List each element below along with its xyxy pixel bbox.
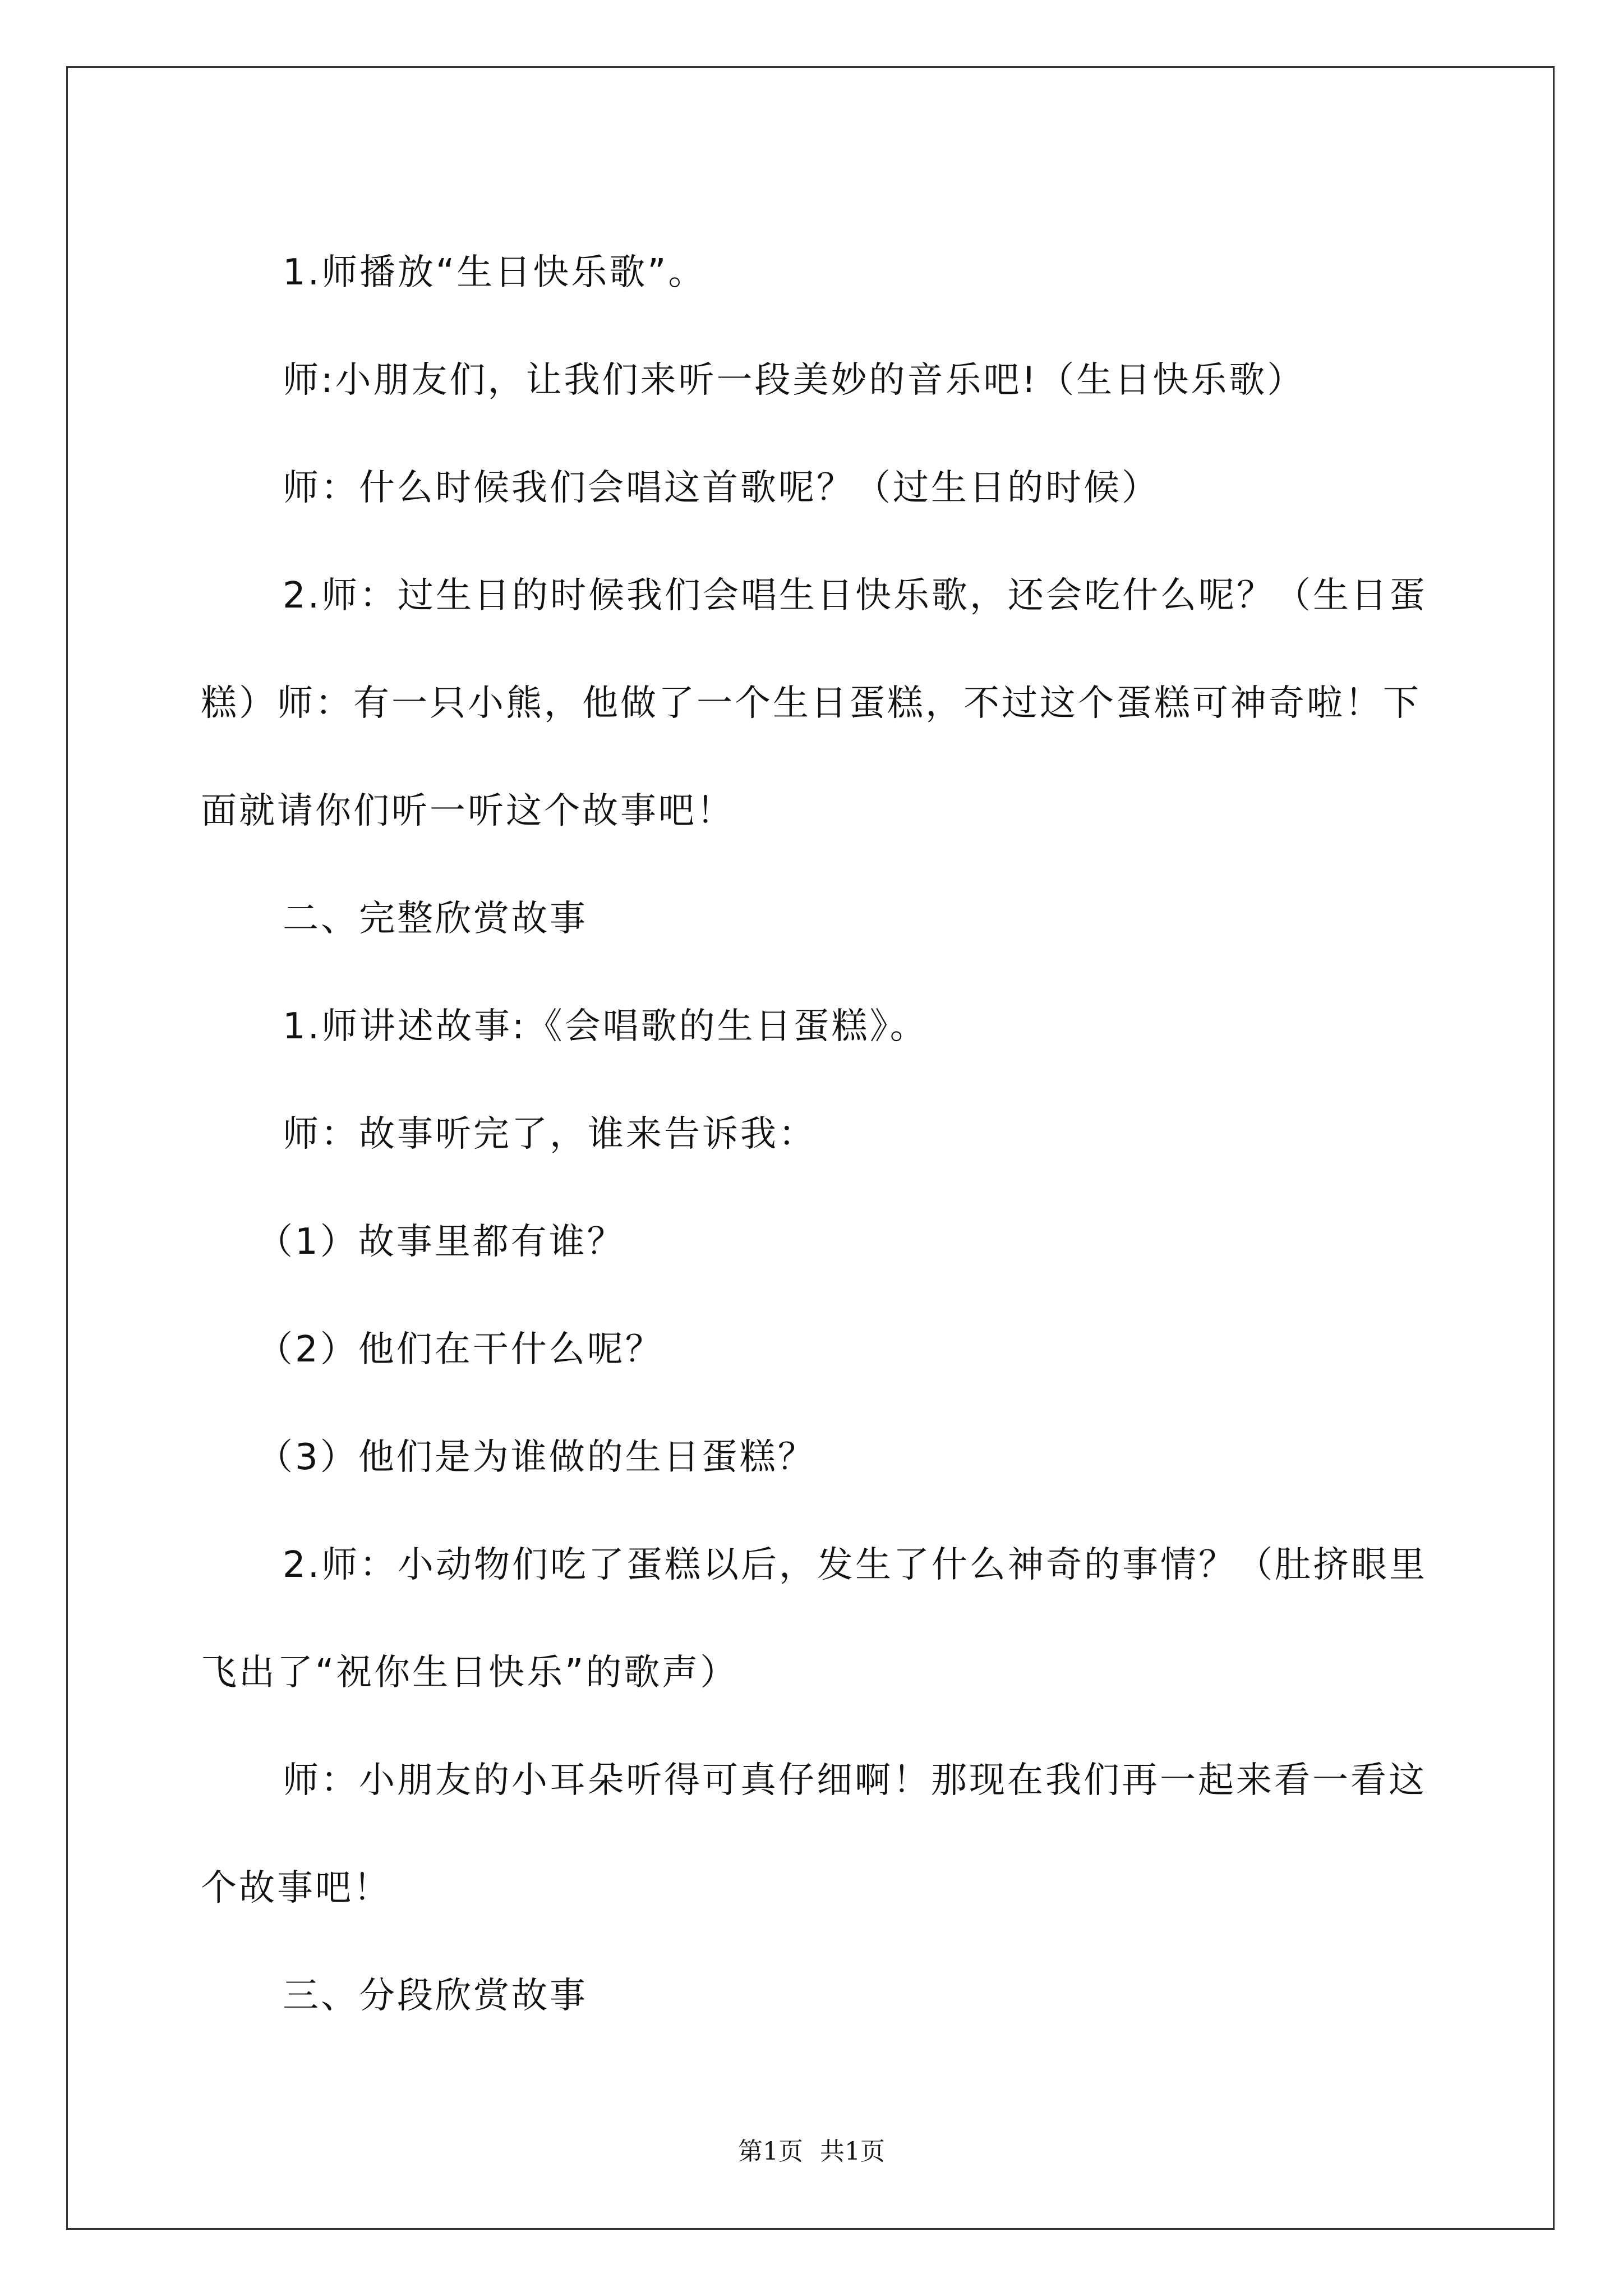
section-heading: 三、分段欣赏故事 bbox=[283, 1975, 588, 2017]
paragraph: 2.师：小动物们吃了蛋糕以后，发生了什么神奇的事情？（肚挤眼里飞出了“祝你生日快乐”的歌声） bbox=[201, 1544, 1428, 1694]
paragraph: 师：什么时候我们会唱这首歌呢？（过生日的时候） bbox=[283, 467, 1160, 509]
paragraph: 1.师播放“生日快乐歌”。 bbox=[283, 252, 707, 293]
paragraph: 2.师：过生日的时候我们会唱生日快乐歌，还会吃什么呢？（生日蛋糕）师：有一只小熊，他做了一个生日蛋糕，不过这个蛋糕可神奇啦！下面就请你们听一听这个故事吧！ bbox=[201, 575, 1428, 832]
paragraph: 师:小朋友们，让我们来听一段美妙的音乐吧!（生日快乐歌） bbox=[283, 360, 1306, 401]
question-item: （3）他们是为谁做的生日蛋糕？ bbox=[257, 1437, 816, 1478]
document-body bbox=[201, 219, 1435, 2050]
section-heading: 二、完整欣赏故事 bbox=[283, 898, 588, 940]
paragraph: 师：故事听完了，谁来告诉我： bbox=[283, 1114, 817, 1155]
paragraph: 师：小朋友的小耳朵听得可真仔细啊！那现在我们再一起来看一看这个故事吧！ bbox=[201, 1760, 1427, 1909]
paragraph: 1.师讲述故事:《会唱歌的生日蛋糕》。 bbox=[283, 1006, 928, 1047]
question-item: （2）他们在干什么呢？ bbox=[257, 1329, 663, 1370]
page-number-footer: 第1页 共1页 bbox=[738, 2137, 885, 2166]
question-item: （1）故事里都有谁？ bbox=[257, 1221, 625, 1263]
